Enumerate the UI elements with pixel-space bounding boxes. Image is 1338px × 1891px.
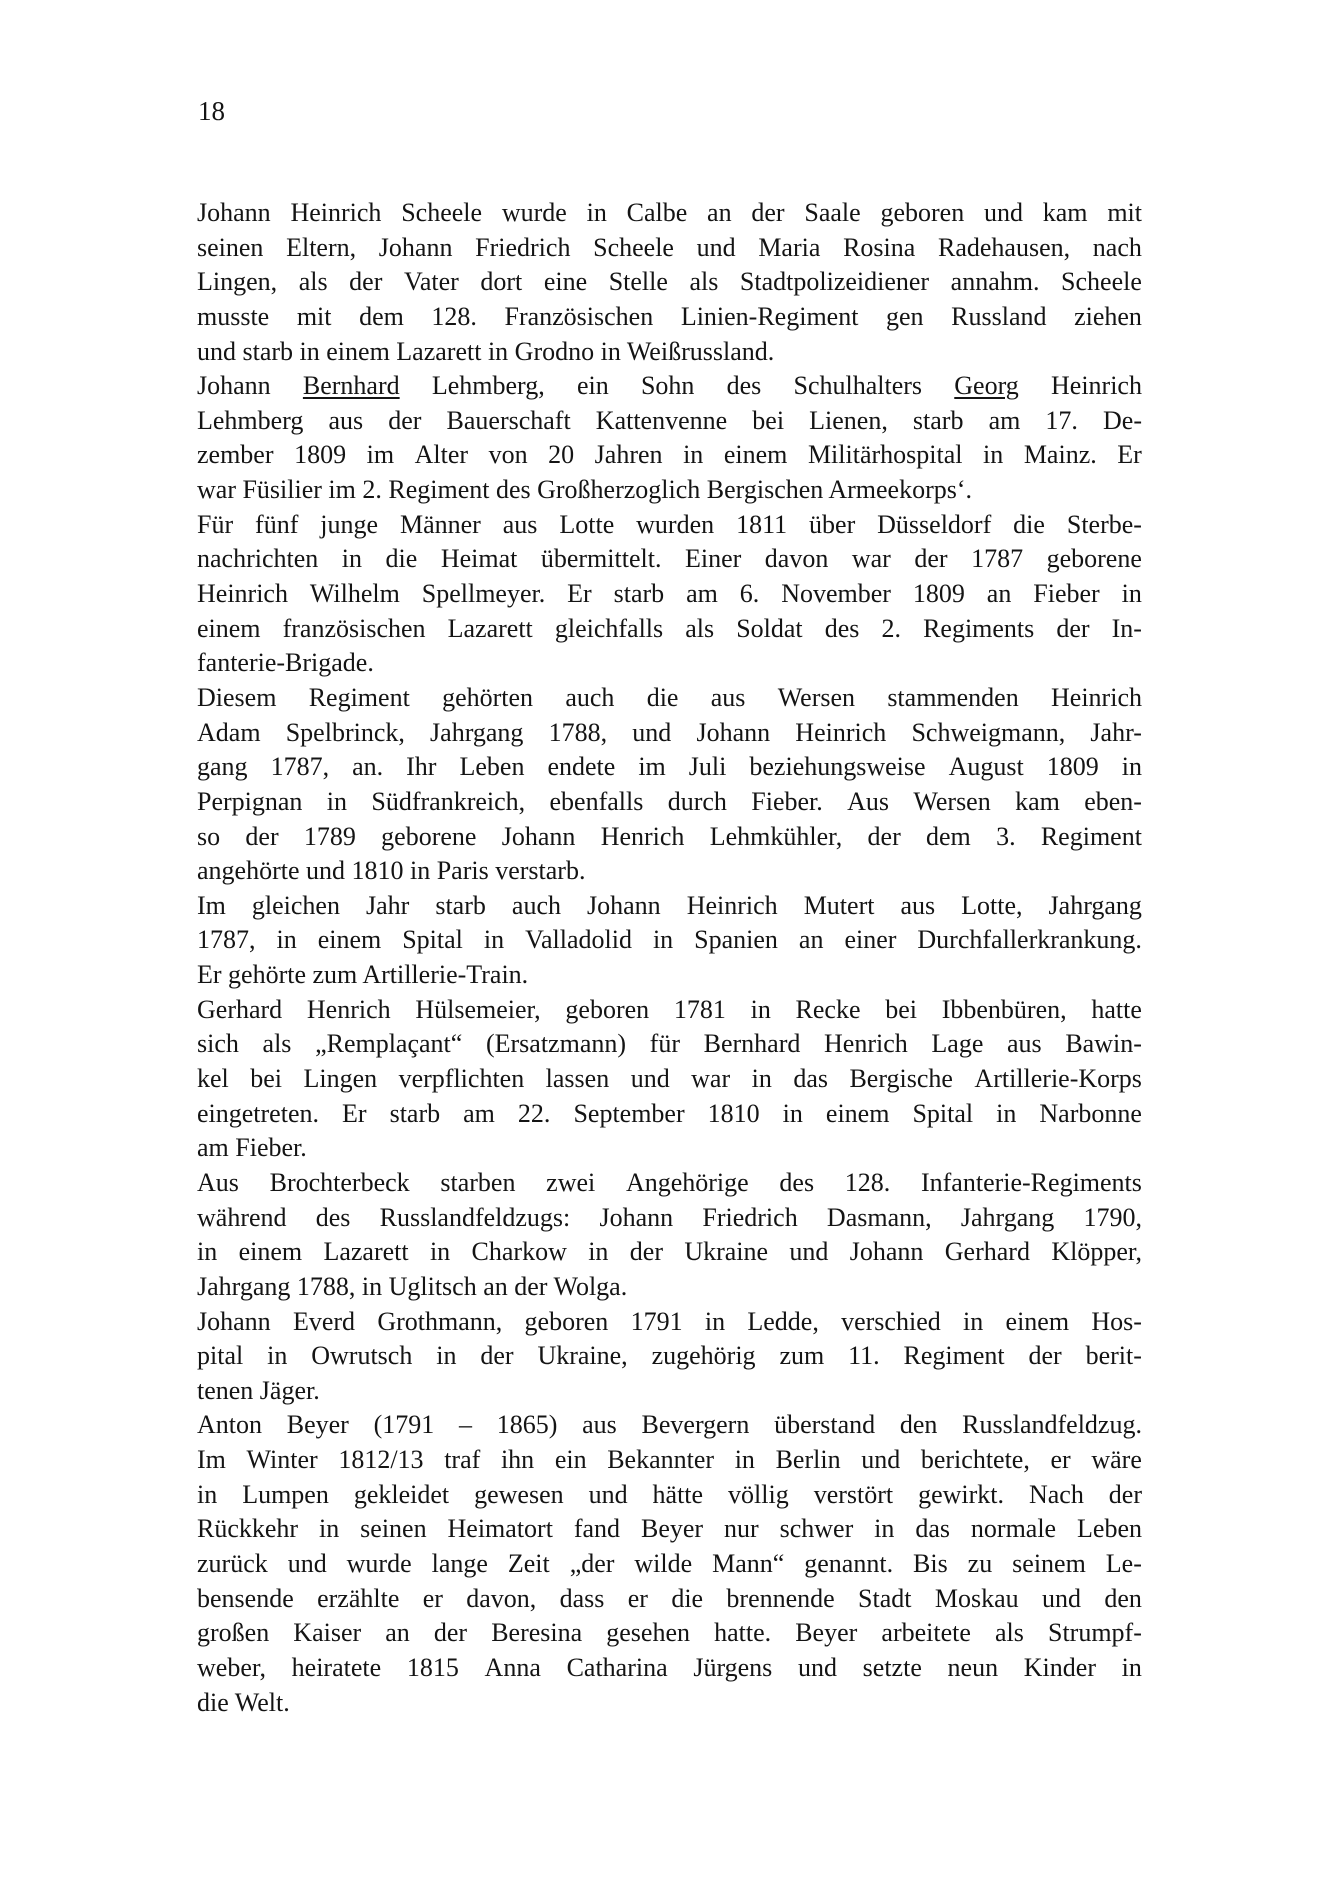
paragraph <box>197 993 1142 1166</box>
text-line: musste mit dem 128. Französischen Linien-Regiment gen Russland ziehen <box>197 301 1142 331</box>
text-line: einem französischen Lazarett gleichfalls als Soldat des 2. Regiments der In- <box>197 613 1142 643</box>
text-line: Johann Heinrich Scheele wurde in Calbe an der Saale geboren und kam mit <box>197 198 1142 227</box>
paragraph <box>197 196 1142 369</box>
text-line: fanterie-Brigade. <box>197 648 374 678</box>
text-line: zember 1809 im Alter von 20 Jahren in einem Militärhospital in Mainz. Er <box>197 440 1142 470</box>
paragraph <box>197 1305 1142 1409</box>
text-line: Johann Bernhard Lehmberg, ein Sohn des Schulhalters Georg Heinrich <box>197 369 1142 404</box>
text-line: Für fünf junge Männer aus Lotte wurden 1811 über Düsseldorf die Sterbe- <box>197 509 1142 539</box>
text-line: Jahrgang 1788, in Uglitsch an der Wolga. <box>197 1271 628 1301</box>
text-line: seinen Eltern, Johann Friedrich Scheele und Maria Rosina Radehausen, nach <box>197 232 1142 262</box>
text-line: sich als „Remplaçant“ (Ersatzmann) für Bernhard Henrich Lage aus Bawin- <box>197 1029 1142 1059</box>
text-line: angehörte und 1810 in Paris verstarb. <box>197 856 586 886</box>
text-line: Gerhard Henrich Hülsemeier, geboren 1781 in Recke bei Ibbenbüren, hatte <box>197 994 1142 1024</box>
text-line: in einem Lazarett in Charkow in der Ukraine und Johann Gerhard Klöpper, <box>197 1237 1142 1267</box>
text-line: in Lumpen gekleidet gewesen und hätte völlig verstört gewirkt. Nach der <box>197 1479 1142 1509</box>
text-line: gang 1787, an. Ihr Leben endete im Juli beziehungsweise August 1809 in <box>197 752 1142 782</box>
text-line: zurück und wurde lange Zeit „der wilde Mann“ genannt. Bis zu seinem Le- <box>197 1548 1142 1578</box>
text-line: Lehmberg aus der Bauerschaft Kattenvenne bei Lienen, starb am 17. De- <box>197 405 1142 435</box>
text-line: kel bei Lingen verpflichten lassen und war in das Bergische Artillerie-Korps <box>197 1064 1142 1094</box>
text-line: weber, heiratete 1815 Anna Catharina Jürgens und setzte neun Kinder in <box>197 1652 1142 1682</box>
paragraph <box>197 508 1142 681</box>
text-line: und starb in einem Lazarett in Grodno in Weißrussland. <box>197 336 775 366</box>
text-line: eingetreten. Er starb am 22. September 1810 in einem Spital in Narbonne <box>197 1098 1142 1128</box>
text-line: Lingen, als der Vater dort eine Stelle als Stadtpolizeidiener annahm. Scheele <box>197 267 1142 297</box>
paragraph <box>197 889 1142 993</box>
text-line: Adam Spelbrinck, Jahrgang 1788, und Johann Heinrich Schweigmann, Jahr- <box>197 717 1142 747</box>
text-line: großen Kaiser an der Beresina gesehen hatte. Beyer arbeitete als Strumpf- <box>197 1618 1142 1648</box>
text-line: Diesem Regiment gehörten auch die aus Wersen stammenden Heinrich <box>197 682 1142 712</box>
text-line: die Welt. <box>197 1687 290 1717</box>
text-line: Anton Beyer (1791 – 1865) aus Bevergern überstand den Russlandfeldzug. <box>197 1410 1142 1440</box>
text-line: war Füsilier im 2. Regiment des Großherzoglich Bergischen Armeekorps‘. <box>197 475 973 505</box>
text-line: Er gehörte zum Artillerie-Train. <box>197 960 529 990</box>
text-line: 1787, in einem Spital in Valladolid in Spanien an einer Durchfallerkrankung. <box>197 925 1142 955</box>
text-line: Johann Everd Grothmann, geboren 1791 in Ledde, verschied in einem Hos- <box>197 1306 1142 1336</box>
text-line: am Fieber. <box>197 1133 307 1163</box>
paragraph <box>197 681 1142 889</box>
text-line: tenen Jäger. <box>197 1375 320 1405</box>
text-line: Perpignan in Südfrankreich, ebenfalls durch Fieber. Aus Wersen kam eben- <box>197 786 1142 816</box>
text-line: während des Russlandfeldzugs: Johann Friedrich Dasmann, Jahrgang 1790, <box>197 1202 1142 1232</box>
text-line: Im Winter 1812/13 traf ihn ein Bekannter in Berlin und berichtete, er wäre <box>197 1445 1142 1475</box>
paragraph <box>197 1408 1142 1720</box>
text-line: Aus Brochterbeck starben zwei Angehörige des 128. Infanterie-Regiments <box>197 1167 1142 1197</box>
text-line: Heinrich Wilhelm Spellmeyer. Er starb am 6. November 1809 an Fieber in <box>197 579 1142 609</box>
text-line: so der 1789 geborene Johann Henrich Lehmkühler, der dem 3. Regiment <box>197 821 1142 851</box>
text-line: nachrichten in die Heimat übermittelt. Einer davon war der 1787 geborene <box>197 544 1142 574</box>
underlined-word: Georg <box>954 371 1019 401</box>
text-line: bensende erzählte er davon, dass er die brennende Stadt Moskau und den <box>197 1583 1142 1613</box>
text-line: Rückkehr in seinen Heimatort fand Beyer nur schwer in das normale Leben <box>197 1514 1142 1544</box>
text-line: Im gleichen Jahr starb auch Johann Heinrich Mutert aus Lotte, Jahrgang <box>197 890 1142 920</box>
page-number: 18 <box>198 96 225 126</box>
paragraph <box>197 1166 1142 1305</box>
paragraph <box>197 369 1142 508</box>
underlined-word: Bernhard <box>302 371 400 401</box>
text-block <box>197 196 1142 1720</box>
text-line: pital in Owrutsch in der Ukraine, zugehörig zum 11. Regiment der berit- <box>197 1341 1142 1371</box>
